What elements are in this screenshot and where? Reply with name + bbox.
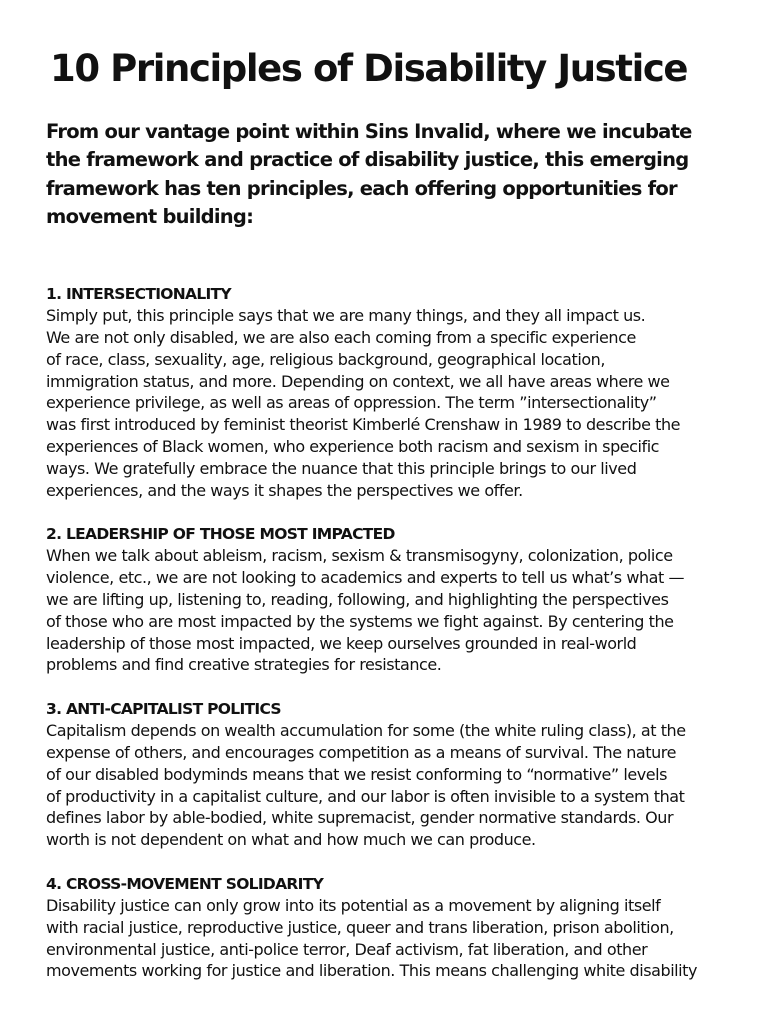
intro-line: the framework and practice of disability justice, this emerging <box>46 148 689 172</box>
principle-heading: 2. LEADERSHIP OF THOSE MOST IMPACTED <box>46 525 395 544</box>
principle-cross-movement <box>46 873 728 982</box>
body-line: ways. We gratefully embrace the nuance that this principle brings to our lived <box>46 458 637 478</box>
body-line: of productivity in a capitalist culture, and our labor is often invisible to a system that <box>46 786 685 806</box>
body-line: Capitalism depends on wealth accumulation for some (the white ruling class), at the <box>46 721 686 741</box>
body-line: experiences of Black women, who experience both racism and sexism in specific <box>46 436 660 456</box>
principle-intersectionality <box>46 283 728 501</box>
body-line: expense of others, and encourages competition as a means of survival. The nature <box>46 742 676 762</box>
body-line: environmental justice, anti-police terror, Deaf activism, fat liberation, and other <box>46 939 648 959</box>
principle-body <box>46 720 728 851</box>
body-line: movements working for justice and liberation. This means challenging white disability <box>46 961 698 981</box>
body-line: of race, class, sexuality, age, religious background, geographical location, <box>46 349 605 369</box>
intro-paragraph <box>46 118 736 231</box>
body-line: Simply put, this principle says that we are many things, and they all impact us. <box>46 306 646 326</box>
body-line: of those who are most impacted by the systems we fight against. By centering the <box>46 611 674 631</box>
intro-line: framework has ten principles, each offering opportunities for <box>46 176 677 200</box>
body-line: violence, etc., we are not looking to academics and experts to tell us what’s what — <box>46 568 685 588</box>
body-line: experiences, and the ways it shapes the perspectives we offer. <box>46 480 523 500</box>
principle-anti-capitalist <box>46 698 728 851</box>
intro-line: movement building: <box>46 204 254 228</box>
body-line: experience privilege, as well as areas of oppression. The term ”intersectionality” <box>46 393 657 413</box>
intro-line: From our vantage point within Sins Invalid, where we incubate <box>46 120 692 143</box>
body-line: Disability justice can only grow into its potential as a movement by aligning itself <box>46 895 661 915</box>
principle-body <box>46 545 728 676</box>
principle-body <box>46 895 728 982</box>
body-line: leadership of those most impacted, we keep ourselves grounded in real-world <box>46 633 637 653</box>
principles-list <box>46 283 728 982</box>
body-line: worth is not dependent on what and how much we can produce. <box>46 830 536 850</box>
body-line: problems and find creative strategies for resistance. <box>46 655 442 675</box>
body-line: immigration status, and more. Depending on context, we all have areas where we <box>46 371 670 391</box>
principle-leadership <box>46 523 728 676</box>
principle-body <box>46 305 728 501</box>
page-title: 10 Principles of Disability Justice <box>50 47 688 90</box>
body-line: of our disabled bodyminds means that we resist conforming to “normative” levels <box>46 764 668 784</box>
body-line: was first introduced by feminist theorist Kimberlé Crenshaw in 1989 to describe the <box>46 415 681 435</box>
body-line: When we talk about ableism, racism, sexism & transmisogyny, colonization, police <box>46 546 673 566</box>
body-line: We are not only disabled, we are also each coming from a specific experience <box>46 327 636 347</box>
principle-heading: 3. ANTI-CAPITALIST POLITICS <box>46 700 281 719</box>
principle-heading: 1. INTERSECTIONALITY <box>46 285 231 304</box>
body-line: defines labor by able-bodied, white supremacist, gender normative standards. Our <box>46 808 674 828</box>
body-line: with racial justice, reproductive justice, queer and trans liberation, prison abolition, <box>46 917 674 937</box>
body-line: we are lifting up, listening to, reading, following, and highlighting the perspectives <box>46 589 669 609</box>
principle-heading: 4. CROSS-MOVEMENT SOLIDARITY <box>46 874 324 893</box>
